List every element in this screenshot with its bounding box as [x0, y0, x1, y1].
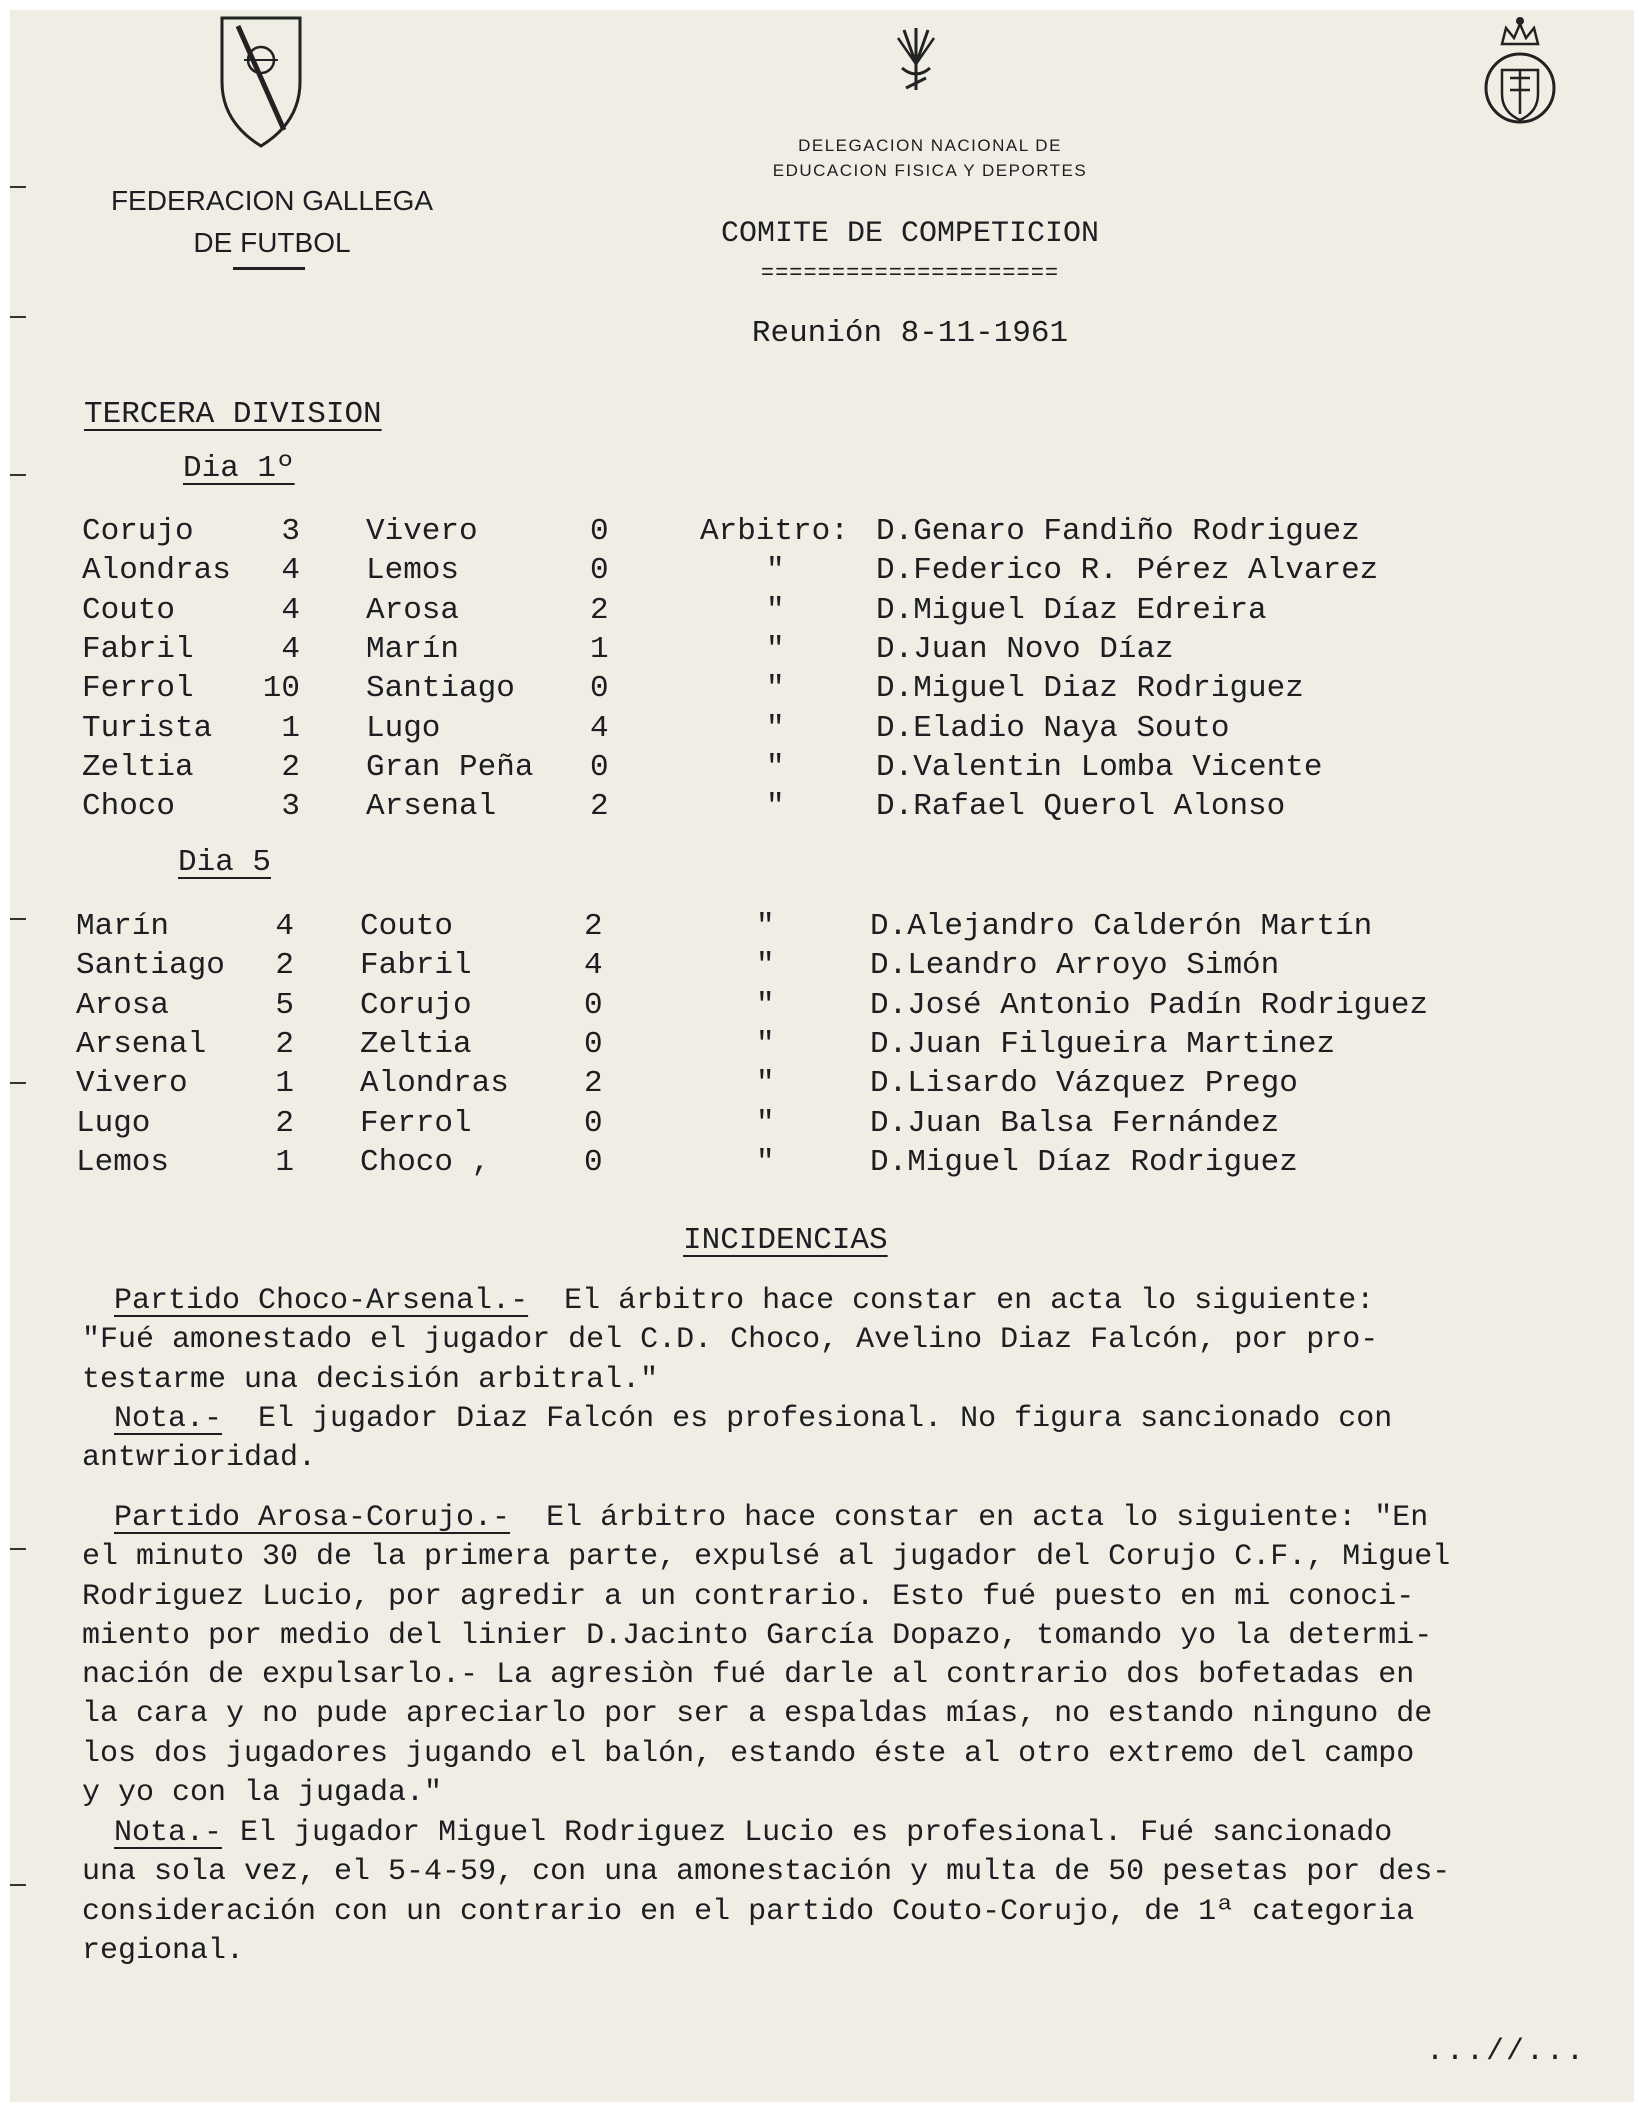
- home-score: 2: [275, 1026, 294, 1062]
- note-text: El jugador Diaz Falcón es profesional. No figura sancionado con antwrioridad.: [82, 1402, 1393, 1476]
- federation-underline: [233, 267, 305, 270]
- referee-label: ": [766, 553, 785, 589]
- match-row: [10, 988, 1610, 1027]
- incident-choco-arsenal: [82, 1282, 1378, 1400]
- home-score: 3: [281, 789, 300, 825]
- edge-tick: [10, 1884, 26, 1886]
- home-score: 1: [275, 1144, 294, 1180]
- referee-label: ": [756, 1026, 775, 1062]
- match-row: [10, 632, 1610, 671]
- away-team: Arsenal: [366, 789, 497, 825]
- referee-name: D.Lisardo Vázquez Prego: [870, 1066, 1298, 1102]
- referee-label: ": [756, 909, 775, 944]
- division-heading: TERCERA DIVISION: [84, 397, 382, 432]
- away-score: 2: [590, 789, 609, 825]
- edge-tick: [10, 918, 26, 920]
- away-score: 1: [590, 631, 609, 667]
- referee-label: ": [766, 631, 785, 667]
- federation-name: FEDERACION GALLEGA DE FUTBOL: [110, 185, 434, 258]
- home-score: 1: [275, 1066, 294, 1102]
- away-score: 0: [590, 749, 609, 785]
- away-score: 0: [584, 1026, 603, 1062]
- match-row: [10, 750, 1610, 789]
- home-score: 2: [281, 749, 300, 785]
- match-row: [10, 1027, 1610, 1066]
- home-score: 2: [275, 948, 294, 984]
- incident-heading: Partido Choco-Arsenal.-: [114, 1284, 529, 1318]
- delegacion-heading: DELEGACION NACIONAL DE EDUCACION FISICA Y DEPORTES: [772, 136, 1088, 180]
- referee-label: Arbitro:: [700, 514, 849, 549]
- away-score: 0: [590, 553, 609, 589]
- referee-name: D.Valentin Lomba Vicente: [876, 749, 1323, 785]
- home-team: Lemos: [76, 1144, 170, 1180]
- incident-heading: Partido Arosa-Corujo.-: [114, 1501, 511, 1535]
- referee-name: D.Rafael Querol Alonso: [876, 789, 1286, 825]
- referee-name: D.Juan Novo Díaz: [876, 631, 1174, 667]
- comite-title: COMITE DE COMPETICION: [720, 217, 1100, 251]
- home-team: Choco: [82, 789, 176, 825]
- home-team: Ferrol: [82, 671, 194, 707]
- match-row: [10, 789, 1610, 828]
- referee-name: D.José Antonio Padín Rodriguez: [870, 987, 1429, 1023]
- away-score: 0: [590, 514, 609, 549]
- away-team: Lugo: [366, 710, 441, 746]
- away-team: Zeltia: [360, 1026, 472, 1062]
- away-score: 2: [590, 592, 609, 628]
- note-text: El jugador Miguel Rodriguez Lucio es profesional. Fué sancionado una sola vez, el 5-4-59, con una amonestación y multa de 50 pesetas por des- consideración con un contrario en el partido Couto-Corujo, de 1ª categoria regional.: [82, 1816, 1451, 1968]
- day-5-heading: Dia 5: [178, 845, 272, 880]
- referee-label: ": [756, 1066, 775, 1102]
- incident-arosa-corujo: [82, 1499, 1450, 1813]
- away-team: Marín: [366, 631, 460, 667]
- note-heading: Nota.-: [114, 1402, 223, 1436]
- match-row: [10, 1145, 1610, 1184]
- away-team: Arosa: [366, 592, 460, 628]
- edge-tick: [10, 1548, 26, 1550]
- match-row: [10, 553, 1610, 592]
- home-team: Arsenal: [76, 1026, 207, 1062]
- home-score: 10: [262, 671, 300, 707]
- away-team: Fabril: [360, 948, 472, 984]
- incidencias-heading: INCIDENCIAS: [683, 1223, 888, 1258]
- home-team: Arosa: [76, 987, 170, 1023]
- home-score: 4: [281, 592, 300, 628]
- home-team: Santiago: [76, 948, 225, 984]
- referee-label: ": [766, 749, 785, 785]
- away-team: Couto: [360, 909, 454, 944]
- referee-label: ": [756, 948, 775, 984]
- away-score: 2: [584, 1066, 603, 1102]
- referee-name: D.Miguel Díaz Edreira: [876, 592, 1267, 628]
- referee-name: D.Federico R. Pérez Alvarez: [876, 553, 1379, 589]
- home-score: 4: [275, 909, 294, 944]
- incident-text: El árbitro hace constar en acta lo siguiente: "En el minuto 30 de la primera parte, expulsé al jugador del Corujo C.F., Miguel Rodriguez Lucio, por agredir a un contrario. Esto fué puesto en mi conoci- miento por medio del linier D.Jacinto García Dopazo, tomando yo la determi- nación de expulsarlo.- La agresiòn fué darle al contrario dos bofetadas en la cara y no pude apreciarlo por ser a espaldas mías, no estando ninguno de los dos jugadores jugando el balón, estando éste al otro extremo del campo y yo con la jugada.": [82, 1501, 1451, 1811]
- home-team: Corujo: [82, 514, 194, 549]
- referee-label: ": [766, 710, 785, 746]
- away-team: Santiago: [366, 671, 515, 707]
- referee-label: ": [766, 671, 785, 707]
- home-score: 4: [281, 553, 300, 589]
- home-team: Fabril: [82, 631, 194, 667]
- away-score: 0: [584, 1105, 603, 1141]
- away-team: Choco ,: [360, 1144, 491, 1180]
- away-team: Ferrol: [360, 1105, 472, 1141]
- home-team: Turista: [82, 710, 213, 746]
- referee-name: D.Juan Balsa Fernández: [870, 1105, 1280, 1141]
- away-score: 0: [584, 987, 603, 1023]
- match-row: [10, 948, 1610, 987]
- away-team: Alondras: [360, 1066, 509, 1102]
- home-score: 1: [281, 710, 300, 746]
- away-score: 4: [584, 948, 603, 984]
- away-score: 4: [590, 710, 609, 746]
- meeting-date: Reunión 8-11-1961: [751, 316, 1069, 351]
- crowned-crest-emblem: [1480, 14, 1560, 132]
- continuation-mark: ...//...: [1426, 2035, 1587, 2069]
- match-row: [10, 514, 1610, 553]
- away-team: Lemos: [366, 553, 460, 589]
- home-team: Alondras: [82, 553, 231, 589]
- edge-tick: [10, 474, 26, 476]
- away-team: Vivero: [366, 514, 478, 549]
- match-row: [10, 909, 1610, 948]
- away-team: Gran Peña: [366, 749, 534, 785]
- match-row: [10, 1066, 1610, 1105]
- note-heading: Nota.-: [114, 1816, 223, 1850]
- away-team: Corujo: [360, 987, 472, 1023]
- match-row: [10, 593, 1610, 632]
- away-score: 2: [584, 909, 603, 944]
- referee-name: D.Alejandro Calderón Martín: [870, 909, 1373, 944]
- note-choco-arsenal: [82, 1400, 1392, 1479]
- note-arosa-corujo: [82, 1814, 1450, 1971]
- referee-name: D.Leandro Arroyo Simón: [870, 948, 1280, 984]
- referee-name: D.Miguel Diaz Rodriguez: [876, 671, 1304, 707]
- away-score: 0: [584, 1144, 603, 1180]
- day-1-heading: Dia 1º: [183, 451, 295, 486]
- home-team: Vivero: [76, 1066, 188, 1102]
- home-team: Marín: [76, 909, 170, 944]
- edge-tick: [10, 1082, 26, 1084]
- edge-tick: [10, 316, 26, 318]
- referee-name: D.Juan Filgueira Martinez: [870, 1026, 1336, 1062]
- referee-label: ": [766, 789, 785, 825]
- home-score: 4: [281, 631, 300, 667]
- referee-name: D.Miguel Díaz Rodriguez: [870, 1144, 1298, 1180]
- home-score: 3: [281, 514, 300, 549]
- referee-label: ": [756, 987, 775, 1023]
- home-team: Zeltia: [82, 749, 194, 785]
- referee-label: ": [766, 592, 785, 628]
- document-page: [10, 10, 1634, 2102]
- federation-shield-emblem: [216, 12, 306, 150]
- home-team: Lugo: [76, 1105, 151, 1141]
- home-score: 5: [275, 987, 294, 1023]
- edge-tick: [10, 186, 26, 188]
- home-team: Couto: [82, 592, 176, 628]
- match-row: [10, 711, 1610, 750]
- yoke-arrows-emblem: [894, 24, 938, 94]
- referee-name: D.Genaro Fandiño Rodriguez: [876, 514, 1360, 549]
- match-row: [10, 1106, 1610, 1145]
- away-score: 0: [590, 671, 609, 707]
- match-row: [10, 671, 1610, 710]
- referee-name: D.Eladio Naya Souto: [876, 710, 1230, 746]
- referee-label: ": [756, 1105, 775, 1141]
- referee-label: ": [756, 1144, 775, 1180]
- title-double-rule: =====================: [760, 261, 1060, 286]
- incident-text: El árbitro hace constar en acta lo siguiente: "Fué amonestado el jugador del C.D. Choco, Avelino Diaz Falcón, por pro- testarme una decisión arbitral.": [82, 1284, 1379, 1397]
- home-score: 2: [275, 1105, 294, 1141]
